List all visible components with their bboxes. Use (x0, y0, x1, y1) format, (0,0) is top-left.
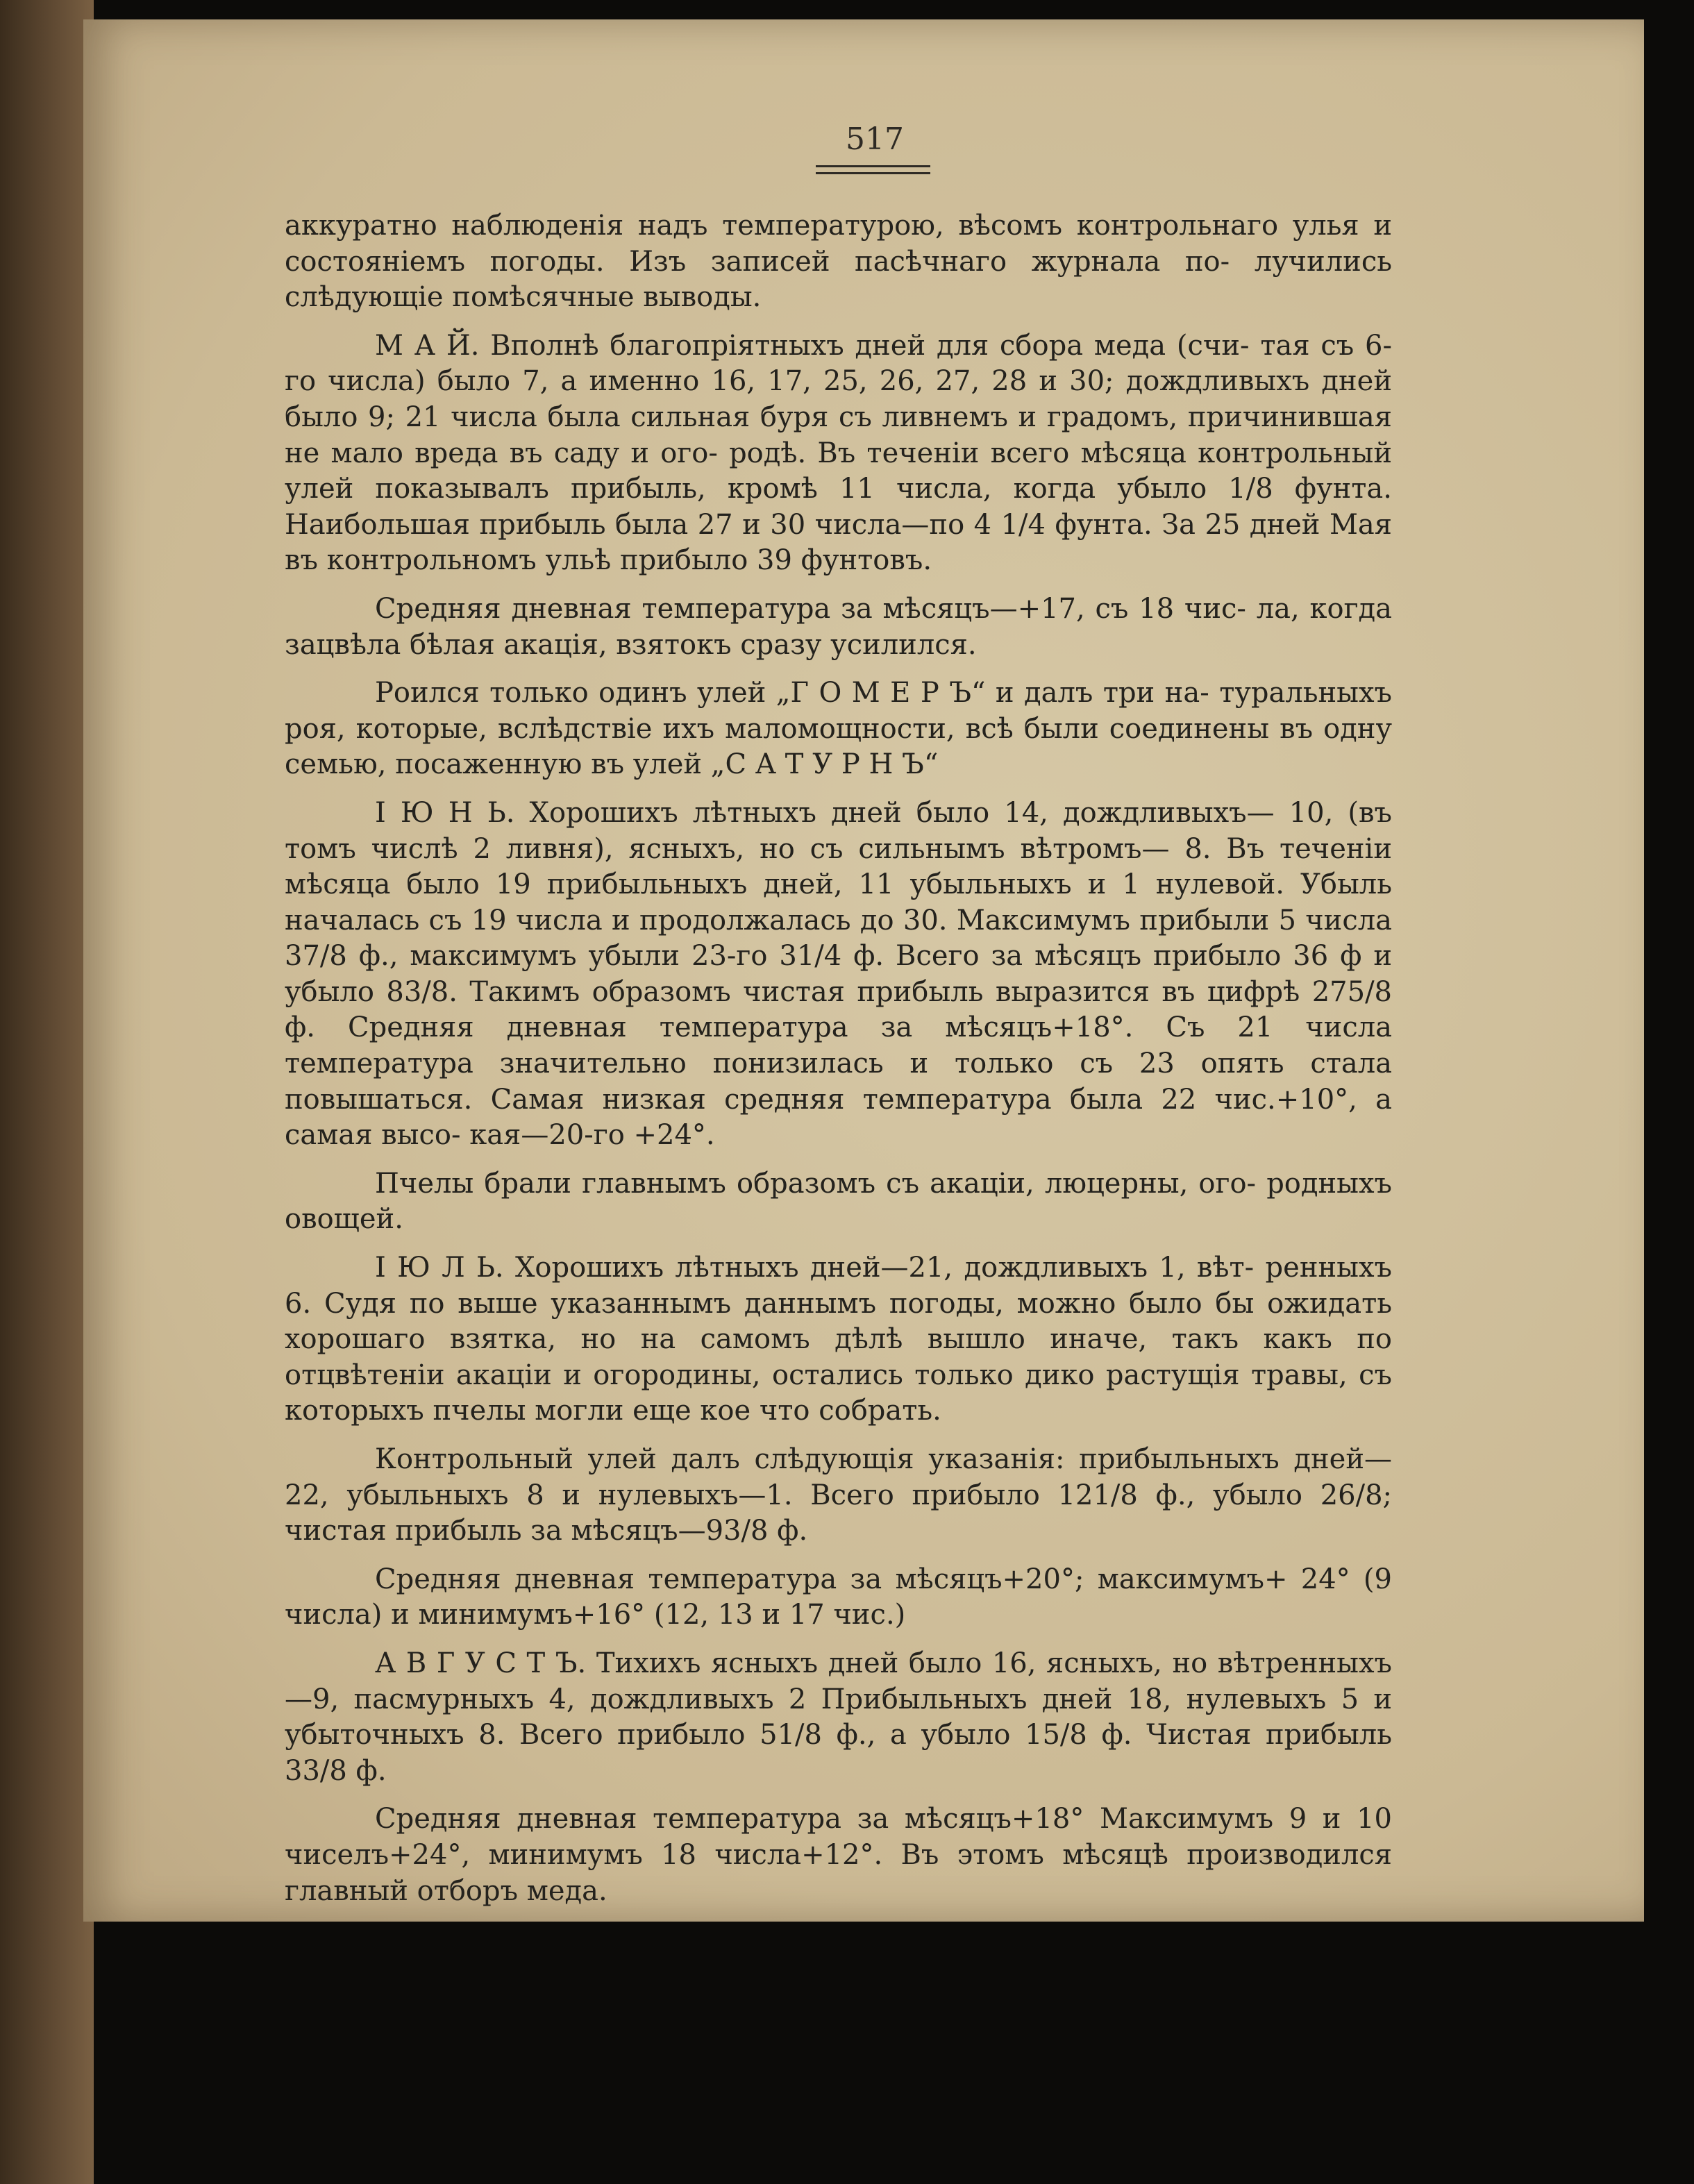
page-body (285, 208, 1392, 1922)
paragraph-july-control-hive: Контрольный улей далъ слѣдующія указанія: прибыльныхъ дней—22, убыльныхъ 8 и нулевыхъ—1. Всего прибыло 121/8 ф., убыло 26/8; чистая прибыль за мѣсяцъ—93/8 ф. (285, 1443, 1392, 1547)
paragraph-may: М А Й. Вполнѣ благопріятныхъ дней для сбора меда (счи- тая съ 6-го числа) было 7, а именно 16, 17, 25, 26, 27, 28 и 30; дождливыхъ дней было 9; 21 числа была сильная буря съ ливнемъ и градомъ, причинившая не мало вреда въ саду и ого- родѣ. Въ теченіи всего мѣсяца контрольный улей показывалъ прибыль, кромѣ 11 числа, когда убыло 1/8 фунта. Наибольшая прибыль была 27 и 30 числа—по 4 1/4 фунта. За 25 дней Мая въ контрольномъ ульѣ прибыло 39 фунтовъ. (285, 329, 1393, 577)
paragraph-swarm: Роился только одинъ улей „Г О М Е Р Ъ“ и далъ три на- туральныхъ роя, которые, вслѣдствіе ихъ маломощности, всѣ были соединены въ одну семью, посаженную въ улей „С А Т У Р Н Ъ“ (285, 677, 1392, 781)
paragraph-august: А В Г У С Т Ъ. Тихихъ ясныхъ дней было 16, ясныхъ, но вѣтренныхъ—9, пасмурныхъ 4, дождливыхъ 2 Прибыльныхъ дней 18, нулевыхъ 5 и убыточныхъ 8. Всего прибыло 51/8 ф., а убыло 15/8 ф. Чистая прибыль 33/8 ф. (285, 1647, 1392, 1787)
paragraph-august-temperature: Средняя дневная температура за мѣсяцъ+18° Максимумъ 9 и 10 чиселъ+24°, минимумъ 18 числа+12°. Въ этомъ мѣсяцѣ производился главный отборъ меда. (285, 1803, 1392, 1907)
paragraph-june: І Ю Н Ь. Хорошихъ лѣтныхъ дней было 14, дождливыхъ— 10, (въ томъ числѣ 2 ливня), ясныхъ, но съ сильнымъ вѣтромъ— 8. Въ теченіи мѣсяца было 19 прибыльныхъ дней, 11 убыльныхъ и 1 нулевой. Убыль началась съ 19 числа и продолжалась до 30. Максимумъ прибыли 5 числа 37/8 ф., максимумъ убыли 23-го 31/4 ф. Всего за мѣсяцъ прибыло 36 ф и убыло 83/8. Такимъ образомъ чистая прибыль выразится въ цифрѣ 275/8 ф. Средняя дневная температура за мѣсяцъ+18°. Съ 21 числа температура значительно понизилась и только съ 23 опять стала повышаться. Самая низкая средняя температура была 22 чис.+10°, а самая высо- кая—20-го +24°. (285, 796, 1393, 1152)
book-spine (0, 0, 94, 2184)
paragraph-july: І Ю Л Ь. Хорошихъ лѣтныхъ дней—21, дождливыхъ 1, вѣт- ренныхъ 6. Судя по выше указаннымъ даннымъ погоды, можно было бы ожидать хорошаго взятка, но на самомъ дѣлѣ вышло иначе, такъ какъ по отцвѣтеніи акаціи и огородины, остались только дико растущія травы, съ которыхъ пчелы могли еще кое что собрать. (285, 1252, 1393, 1427)
header-rule (816, 165, 930, 167)
paragraph-june-bees: Пчелы брали главнымъ образомъ съ акаціи, люцерны, ого- родныхъ овощей. (285, 1167, 1393, 1236)
paragraph-may-temperature: Средняя дневная температура за мѣсяцъ—+17, съ 18 чис- ла, когда зацвѣла бѣлая акація, взятокъ сразу усилился. (285, 592, 1393, 661)
paragraph-intro: аккуратно наблюденія надъ температурою, вѣсомъ контрольнаго улья и состояніемъ погоды. Изъ записей пасѣчнаго журнала по- лучились слѣдующіе помѣсячные выводы. (285, 210, 1393, 314)
header-rule (816, 172, 930, 174)
page-number: 517 (846, 121, 904, 157)
paragraph-july-temperature: Средняя дневная температура за мѣсяцъ+20°; максимумъ+ 24° (9 числа) и минимумъ+16° (12, 13 и 17 чис.) (285, 1563, 1392, 1631)
